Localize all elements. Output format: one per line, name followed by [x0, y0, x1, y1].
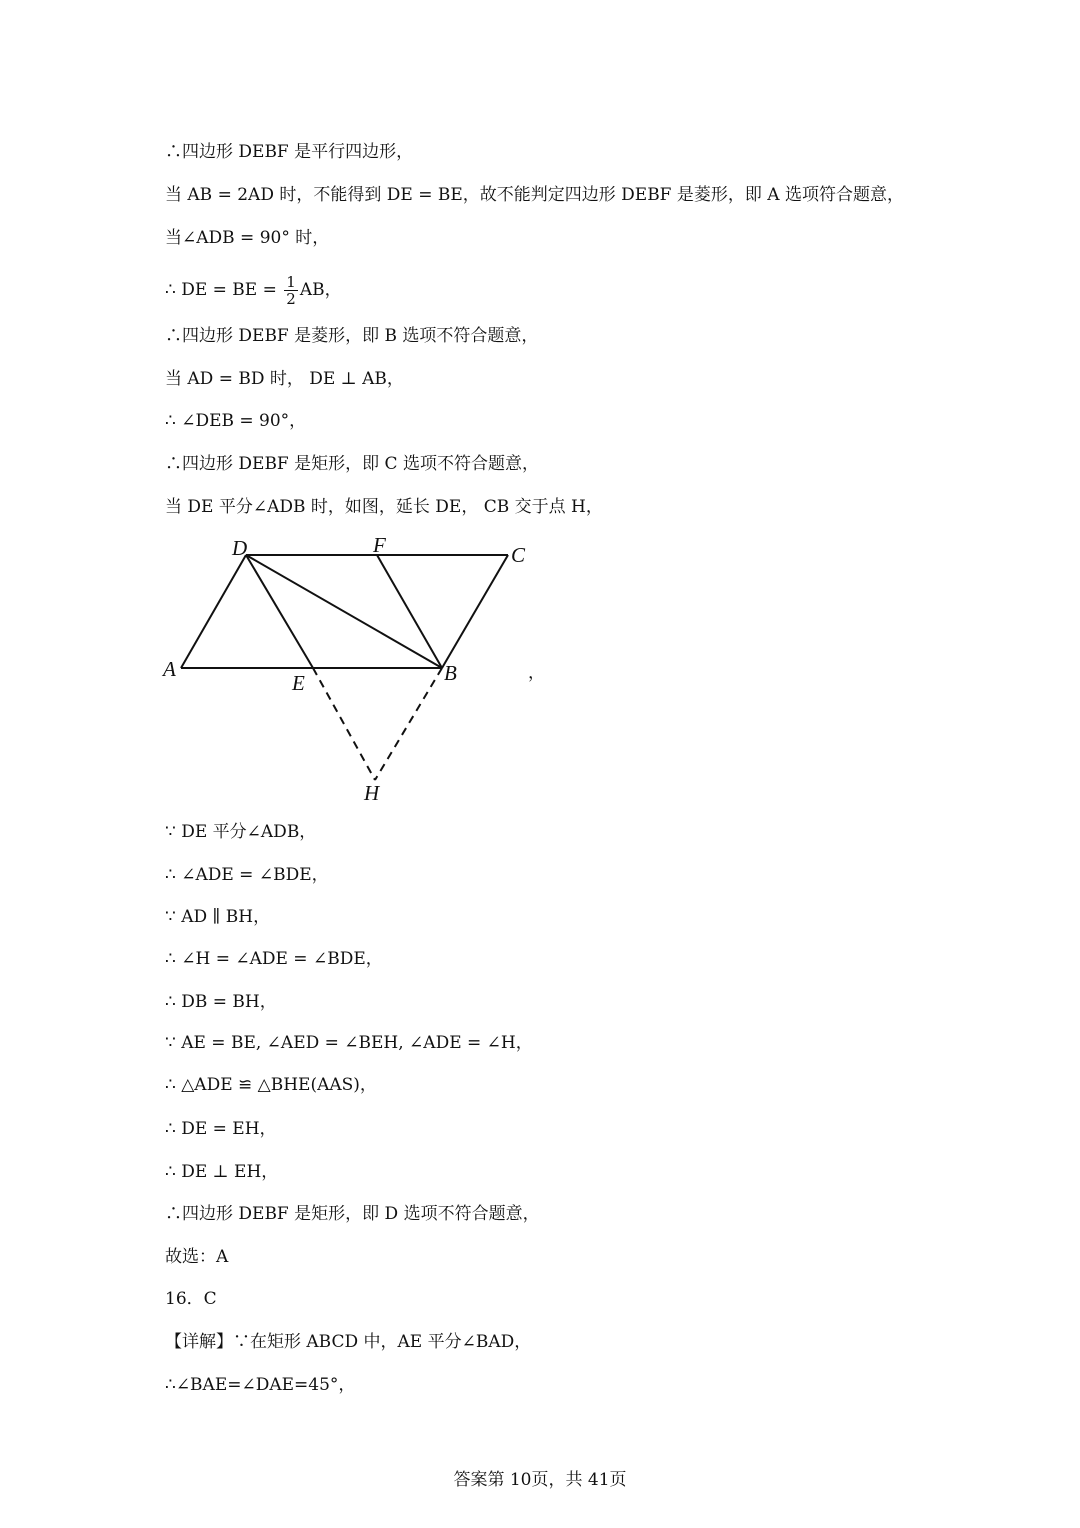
text-line-1: ∴四边形 DEBF 是平行四边形，	[165, 142, 414, 162]
text-line-18: ∴ DE ⊥ EH，	[165, 1162, 279, 1182]
segment-BH-dashed	[375, 668, 442, 780]
text-line-2: 当 AB = 2AD 时，不能得到 DE = BE，故不能判定四边形 DEBF 是菱形，即 A 选项符合题意，	[165, 185, 904, 205]
page-footer: 答案第 10页，共 41页	[453, 1470, 627, 1490]
geometry-figure	[155, 530, 555, 810]
text-line-3: 当∠ADB = 90° 时，	[165, 228, 330, 248]
label-C: C	[511, 543, 526, 567]
text-line-13: ∴ ∠H = ∠ADE = ∠BDE，	[165, 949, 383, 969]
label-F: F	[373, 533, 386, 557]
segment-BC	[442, 555, 508, 668]
segment-FB	[377, 555, 442, 668]
label-H: H	[364, 781, 380, 805]
text-line-16: ∴ △ADE ≌ △BHE(AAS)，	[165, 1075, 377, 1095]
label-B: B	[444, 661, 457, 685]
label-E: E	[292, 671, 305, 695]
figure-trailing-comma: ，	[528, 663, 545, 683]
text-line-5: ∴四边形 DEBF 是菱形，即 B 选项不符合题意，	[165, 326, 539, 346]
segment-DE	[246, 555, 313, 668]
text-line-4	[165, 274, 342, 307]
fraction-one-half	[284, 274, 298, 307]
text-line-14: ∴ DB = BH，	[165, 992, 277, 1012]
text-line-12: ∵ AD ∥ BH，	[165, 907, 271, 927]
segment-DB	[246, 555, 442, 668]
text-line-15: ∵ AE = BE, ∠AED = ∠BEH, ∠ADE = ∠H，	[165, 1033, 533, 1053]
fraction-numerator: 1	[286, 273, 296, 291]
segment-EH-dashed	[313, 668, 375, 780]
text-line-10: ∵ DE 平分∠ADB，	[165, 822, 317, 842]
text-line-22: 【详解】∵在矩形 ABCD 中，AE 平分∠BAD，	[165, 1332, 532, 1352]
text-line-20: 故选：A	[165, 1247, 229, 1267]
label-D: D	[232, 536, 248, 560]
label-A: A	[163, 657, 176, 681]
text-line-8: ∴四边形 DEBF 是矩形，即 C 选项不符合题意，	[165, 454, 539, 474]
segment-AD	[181, 555, 246, 668]
fraction-denominator: 2	[286, 290, 296, 308]
text-line-9: 当 DE 平分∠ADB 时，如图，延长 DE， CB 交于点 H，	[165, 497, 603, 517]
equation-suffix: AB，	[299, 280, 342, 300]
text-line-7: ∴ ∠DEB = 90°，	[165, 411, 307, 431]
text-line-23: ∴∠BAE=∠DAE=45°，	[165, 1375, 356, 1395]
text-line-11: ∴ ∠ADE = ∠BDE，	[165, 865, 329, 885]
text-line-21: 16．C	[165, 1289, 217, 1309]
text-line-19: ∴四边形 DEBF 是矩形，即 D 选项不符合题意，	[165, 1204, 540, 1224]
text-line-6: 当 AD = BD 时， DE ⊥ AB，	[165, 369, 404, 389]
equation-prefix: ∴ DE = BE =	[165, 280, 283, 300]
text-line-17: ∴ DE = EH，	[165, 1119, 277, 1139]
